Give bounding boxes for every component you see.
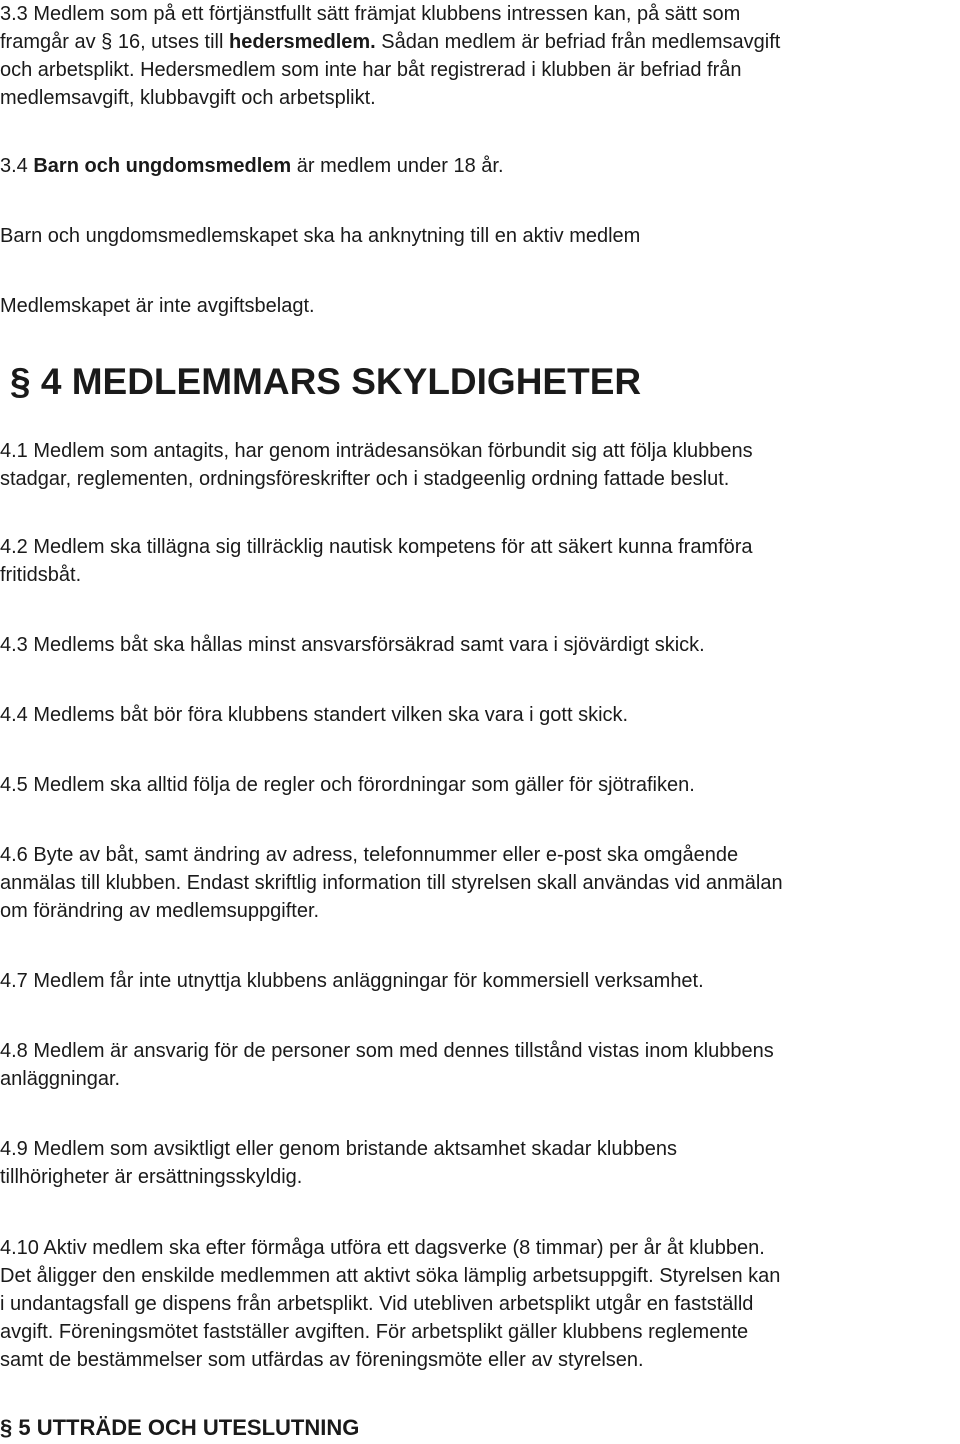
paragraph-line: anläggningar. (0, 1068, 121, 1090)
paragraph-line: anmälas till klubben. Endast skriftlig information till styrelsen skall användas vid anmälan (0, 872, 783, 894)
paragraph-4-8 (0, 1037, 960, 1093)
paragraph-3-4 (0, 152, 960, 180)
heading-text: 5 UTTRÄDE OCH UTESLUTNING (12, 1415, 360, 1440)
paragraph-line: Det åligger den enskilde medlemmen att aktivt söka lämplig arbetsuppgift. Styrelsen kan (0, 1265, 781, 1287)
paragraph-4-7 (0, 967, 960, 995)
section-number: 3.4 (0, 155, 34, 177)
paragraph-line: Barn och ungdomsmedlemskapet ska ha anknytning till en aktiv medlem (0, 225, 641, 247)
paragraph-3-3 (0, 0, 960, 112)
text-run: Sådan medlem är befriad från medlemsavgift (375, 31, 781, 53)
paragraph-4-10 (0, 1234, 960, 1374)
paragraph-line: 4.1 Medlem som antagits, har genom inträdesansökan förbundit sig att följa klubbens (0, 440, 753, 462)
paragraph-line: i undantagsfall ge dispens från arbetsplikt. Vid utebliven arbetsplikt utgår en fastställd (0, 1293, 754, 1315)
paragraph-line: tillhörigheter är ersättningsskyldig. (0, 1166, 303, 1188)
paragraph-4-9 (0, 1135, 960, 1191)
heading-section-5 (0, 1413, 359, 1443)
paragraph-line: om förändring av medlemsuppgifter. (0, 900, 320, 922)
paragraph-avgift (0, 292, 960, 320)
paragraph-line: 4.9 Medlem som avsiktligt eller genom bristande aktsamhet skadar klubbens (0, 1138, 677, 1160)
section-sign: § (10, 361, 31, 402)
paragraph-4-2 (0, 533, 960, 589)
paragraph-line: stadgar, reglementen, ordningsföreskrifter och i stadgeenlig ordning fattade beslut. (0, 468, 730, 490)
bold-term: hedersmedlem. (228, 31, 376, 53)
paragraph-line: 4.10 Aktiv medlem ska efter förmåga utföra ett dagsverke (8 timmar) per år åt klubben. (0, 1237, 765, 1259)
section-sign: § (0, 1415, 13, 1440)
bold-term: Barn och ungdomsmedlem (33, 155, 292, 177)
paragraph-line: 4.3 Medlems båt ska hållas minst ansvarsförsäkrad samt vara i sjövärdigt skick. (0, 634, 705, 656)
paragraph-line: och arbetsplikt. Hedersmedlem som inte har båt registrerad i klubben är befriad från (0, 59, 742, 81)
paragraph-line: 3.3 Medlem som på ett förtjänstfullt sätt främjat klubbens intressen kan, på sätt som (0, 3, 741, 25)
text-run: framgår av § 16, utses till (0, 31, 229, 53)
paragraph-line: 4.8 Medlem är ansvarig för de personer som med dennes tillstånd vistas inom klubbens (0, 1040, 774, 1062)
paragraph-4-5 (0, 771, 960, 799)
paragraph-barn (0, 222, 960, 250)
paragraph-line (0, 28, 960, 56)
paragraph-line: 4.7 Medlem får inte utnyttja klubbens anläggningar för kommersiell verksamhet. (0, 970, 704, 992)
heading-section-4 (10, 360, 641, 404)
paragraph-line: 4.2 Medlem ska tillägna sig tillräcklig nautisk kompetens för att säkert kunna framföra (0, 536, 753, 558)
paragraph-line: 4.4 Medlems båt bör föra klubbens standert vilken ska vara i gott skick. (0, 704, 629, 726)
paragraph-line: samt de bestämmelser som utfärdas av föreningsmöte eller av styrelsen. (0, 1349, 644, 1371)
paragraph-4-3 (0, 631, 960, 659)
text-run: är medlem under 18 år. (291, 155, 504, 177)
heading-text: 4 MEDLEMMARS SKYLDIGHETER (30, 361, 642, 402)
paragraph-line: fritidsbåt. (0, 564, 82, 586)
paragraph-4-6 (0, 841, 960, 925)
paragraph-line: medlemsavgift, klubbavgift och arbetsplikt. (0, 87, 376, 109)
paragraph-line: 4.6 Byte av båt, samt ändring av adress, telefonnummer eller e-post ska omgående (0, 844, 739, 866)
paragraph-line: 4.5 Medlem ska alltid följa de regler och förordningar som gäller för sjötrafiken. (0, 774, 695, 796)
paragraph-4-1 (0, 437, 960, 493)
paragraph-line (0, 152, 960, 180)
paragraph-line: Medlemskapet är inte avgiftsbelagt. (0, 295, 315, 317)
paragraph-4-4 (0, 701, 960, 729)
paragraph-line: avgift. Föreningsmötet fastställer avgiften. För arbetsplikt gäller klubbens reglemente (0, 1321, 749, 1343)
